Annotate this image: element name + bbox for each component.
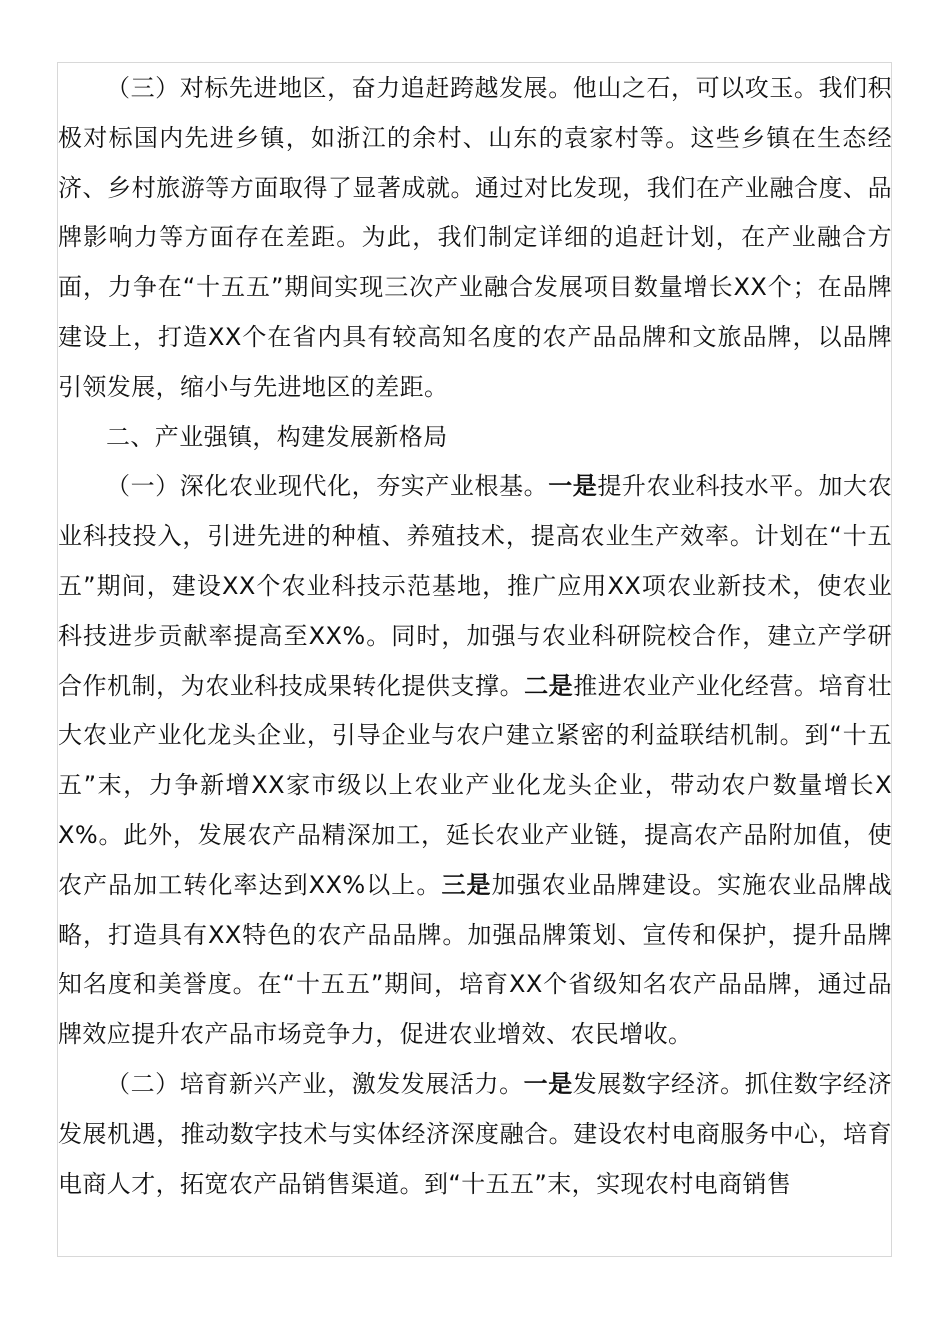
paragraph-text: 推进农业产业化经营。培育壮大农业产业化龙头企业，引导企业与农户建立紧密的利益联结机制。到“十五五”末，力争新增XX家市级以上农业产业化龙头企业，带动农户数量增长XX%。此外，发展农产品精深加工，延长农业产业链，提高农产品附加值，使农产品加工转化率达到XX%以上。 (58, 671, 892, 899)
paragraph-text: 提升农业科技水平。加大农业科技投入，引进先进的种植、养殖技术，提高农业生产效率。计划在“十五五”期间，建设XX个农业科技示范基地，推广应用XX项农业新技术，使农业科技进步贡献率提高至XX%。同时，加强与农业科研院校合作，建立产学研合作机制，为农业科技成果转化提供支撑。 (58, 472, 892, 700)
bold-marker-first: 一是 (548, 472, 598, 501)
paragraph-benchmark-advanced-regions (58, 64, 892, 413)
paragraph-text: （三）对标先进地区，奋力追赶跨越发展。他山之石，可以攻玉。我们积极对标国内先进乡镇，如浙江的余村、山东的袁家村等。这些乡镇在生态经济、乡村旅游等方面取得了显著成就。通过对比发现，我们在产业融合度、品牌影响力等方面存在差距。为此，我们制定详细的追赶计划，在产业融合方面，力争在“十五五”期间实现三次产业融合发展项目数量增长XX个；在品牌建设上，打造XX个在省内具有较高知名度的农产品品牌和文旅品牌，以品牌引领发展，缩小与先进地区的差距。 (58, 74, 892, 401)
paragraph-lead: （一）深化农业现代化，夯实产业根基。 (106, 472, 549, 501)
paragraph-agriculture-modernization (58, 462, 892, 1060)
bold-marker-second: 二是 (524, 671, 574, 700)
bold-marker-first: 一是 (523, 1069, 573, 1098)
document-body (58, 64, 892, 1209)
section-heading-text: 二、产业强镇，构建发展新格局 (106, 422, 448, 451)
section-heading-industry-town (58, 413, 892, 463)
paragraph-text: 加强农业品牌建设。实施农业品牌战略，打造具有XX特色的农产品品牌。加强品牌策划、宣传和保护，提升品牌知名度和美誉度。在“十五五”期间，培育XX个省级知名农产品品牌，通过品牌效应提升农产品市场竞争力，促进农业增效、农民增收。 (58, 870, 892, 1049)
paragraph-lead: （二）培育新兴产业，激发发展活力。 (106, 1069, 524, 1098)
bold-marker-third: 三是 (441, 870, 492, 899)
paragraph-emerging-industries (58, 1060, 892, 1209)
paragraph-text: 发展数字经济。抓住数字经济发展机遇，推动数字技术与实体经济深度融合。建设农村电商服务中心，培育电商人才，拓宽农产品销售渠道。到“十五五”末，实现农村电商销售 (58, 1069, 892, 1198)
